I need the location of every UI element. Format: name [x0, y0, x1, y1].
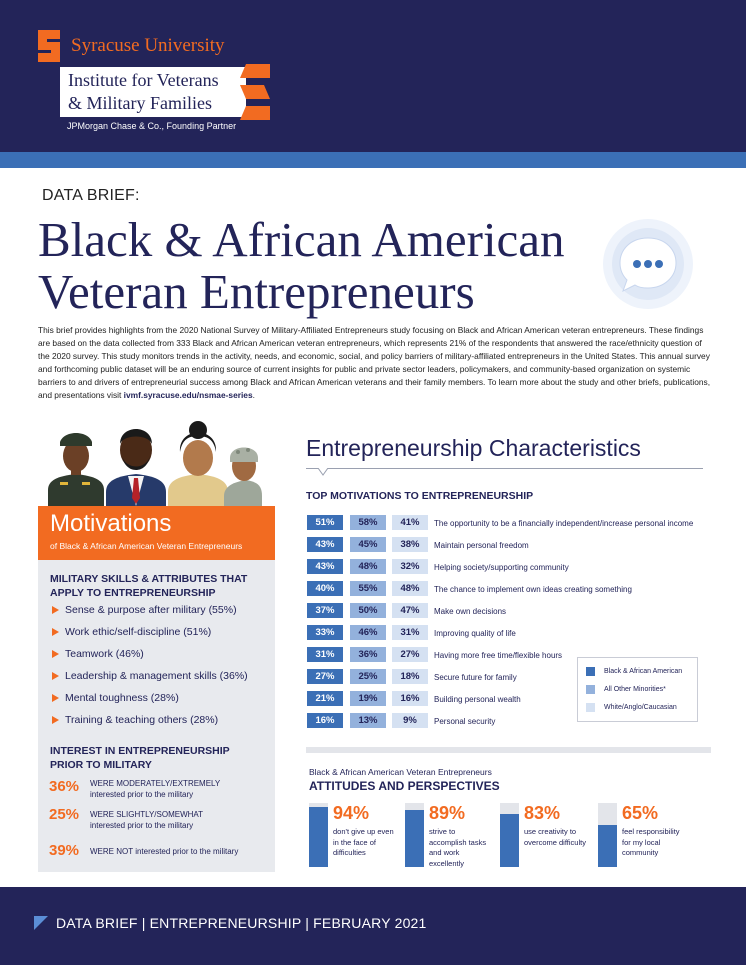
veterans-illustration-icon — [48, 418, 262, 506]
bullet-arrow-icon — [52, 672, 59, 680]
characteristics-divider — [306, 468, 703, 469]
interest-description — [90, 809, 203, 831]
attitude-bar-fill — [405, 810, 424, 867]
table-cell: 27% — [392, 647, 428, 662]
institute-name-line2: & Military Families — [68, 93, 212, 113]
interest-description — [90, 778, 220, 800]
table-cell: 36% — [350, 647, 386, 662]
attitude-bar — [500, 803, 519, 867]
attitude-bar-fill — [598, 825, 617, 867]
corner-triangle-icon — [34, 916, 48, 930]
attitude-bar — [405, 803, 424, 867]
header-accent-strip — [0, 152, 746, 168]
legend-item — [586, 667, 682, 676]
bullet-arrow-icon — [52, 716, 59, 724]
skill-item — [52, 692, 179, 704]
skill-label: Work ethic/self-discipline (51%) — [65, 626, 212, 638]
table-cell: 27% — [307, 669, 343, 684]
characteristics-title: Entrepreneurship Characteristics — [306, 435, 641, 461]
table-cell: 9% — [392, 713, 428, 728]
table-cell: 48% — [350, 559, 386, 574]
skill-label: Mental toughness (28%) — [65, 692, 179, 704]
table-row-label: Personal security — [434, 717, 496, 726]
skill-item — [52, 714, 218, 726]
interest-line1: WERE SLIGHTLY/SOMEWHAT — [90, 810, 204, 819]
legend-swatch — [586, 685, 595, 694]
attitude-percent: 65% — [622, 803, 659, 823]
legend-item — [586, 685, 666, 694]
table-cell: 31% — [392, 625, 428, 640]
motivations-title: Motivations — [50, 510, 172, 537]
table-cell: 16% — [392, 691, 428, 706]
legend — [577, 657, 698, 722]
table-cell: 51% — [307, 515, 343, 530]
interest-line2: interested prior to the military — [90, 821, 194, 830]
table-cell: 43% — [307, 559, 343, 574]
attitude-percent: 89% — [429, 803, 466, 823]
attitude-description: strive to accomplish tasks and work excellently — [429, 827, 487, 868]
interest-description — [90, 846, 238, 857]
table-cell: 55% — [350, 581, 386, 596]
table-row-label: The chance to implement own ideas creating something — [434, 585, 632, 594]
table-cell: 47% — [392, 603, 428, 618]
brief-label: DATA BRIEF: — [42, 187, 140, 204]
table-row-label: Having more free time/flexible hours — [434, 651, 563, 660]
bullet-arrow-icon — [52, 628, 59, 636]
interest-line1: WERE NOT interested prior to the military — [90, 847, 239, 856]
table-row-label: Maintain personal freedom — [434, 541, 529, 550]
legend-label: White/Anglo/Caucasian — [604, 704, 677, 711]
interest-percent: 25% — [49, 806, 80, 823]
attitude-bar-fill — [309, 807, 328, 867]
syracuse-s-logo-icon — [36, 28, 62, 64]
skill-item — [52, 604, 237, 616]
table-cell: 37% — [307, 603, 343, 618]
top-motivations-heading: TOP MOTIVATIONS TO ENTREPRENEURSHIP — [306, 490, 534, 502]
table-cell: 46% — [350, 625, 386, 640]
table-cell: 19% — [350, 691, 386, 706]
table-cell: 18% — [392, 669, 428, 684]
chat-bubble-icon — [600, 218, 695, 313]
attitude-bar-fill — [500, 814, 519, 867]
table-cell: 43% — [307, 537, 343, 552]
skill-label: Sense & purpose after military (55%) — [65, 604, 237, 616]
institute-e-mark-icon — [240, 64, 270, 120]
legend-label: Black & African American — [604, 668, 683, 675]
interest-line2: interested prior to the military — [90, 790, 194, 799]
table-row-label: The opportunity to be a financially independent/increase personal income — [434, 519, 694, 528]
table-row-label: Building personal wealth — [434, 695, 521, 704]
attitudes-heading: ATTITUDES AND PERSPECTIVES — [309, 779, 500, 793]
legend-swatch — [586, 667, 595, 676]
skills-heading — [50, 572, 247, 600]
page-title — [38, 214, 565, 318]
table-row-label: Improving quality of life — [434, 629, 516, 638]
study-link[interactable]: ivmf.syracuse.edu/nsmae-series — [123, 390, 253, 400]
bullet-arrow-icon — [52, 694, 59, 702]
skills-heading-line2: APPLY TO ENTREPRENEURSHIP — [50, 587, 216, 599]
table-cell: 38% — [392, 537, 428, 552]
skill-item — [52, 626, 211, 638]
interest-line1: WERE MODERATELY/EXTREMELY — [90, 779, 221, 788]
bullet-arrow-icon — [52, 650, 59, 658]
intro-paragraph — [38, 324, 714, 402]
attitudes-subheading: Black & African American Veteran Entrepreneurs — [309, 767, 492, 777]
legend-swatch — [586, 703, 595, 712]
attitude-bar — [309, 803, 328, 867]
table-cell: 40% — [307, 581, 343, 596]
skill-item — [52, 670, 248, 682]
table-row-label: Helping society/supporting community — [434, 563, 569, 572]
intro-text: This brief provides highlights from the 2020 National Survey of Military-Affiliated Entrepreneurs study focusing on Black and African American veteran entrepreneurs. These findings are based on the data collected from 333 Black and African American veteran entrepreneurs, which represents 21% of the respondents that answered the race/ethnicity question of the 2020 survey. This study monitors trends in the activity, needs, and economic, social, and policy barriers of military-affiliated entrepreneurs in the United States. This annual survey and forthcoming public dataset will be an enduring source of current insights for public and private sector leaders, policymakers, and community-based organization on systemic barriers to and drivers of entrepreneurial success among Black and African American veterans and their family members. To learn more about the study and other briefs, publications, and presentations visit — [38, 325, 711, 400]
table-cell: 21% — [307, 691, 343, 706]
table-row-label: Secure future for family — [434, 673, 517, 682]
table-cell: 45% — [350, 537, 386, 552]
university-name: Syracuse University — [71, 35, 225, 56]
attitude-percent: 83% — [524, 803, 561, 823]
table-cell: 50% — [350, 603, 386, 618]
interest-heading — [50, 744, 230, 772]
section-separator — [306, 747, 711, 753]
interest-heading-line2: PRIOR TO MILITARY — [50, 759, 152, 771]
table-cell: 58% — [350, 515, 386, 530]
skill-label: Leadership & management skills (36%) — [65, 670, 248, 682]
skill-label: Training & teaching others (28%) — [65, 714, 219, 726]
table-cell: 32% — [392, 559, 428, 574]
attitude-description: use creativity to overcome difficulty — [524, 827, 586, 847]
skill-item — [52, 648, 144, 660]
footer-text: DATA BRIEF | ENTREPRENEURSHIP | FEBRUARY 2021 — [56, 915, 427, 931]
bullet-arrow-icon — [52, 606, 59, 614]
page-title-line1: Black & African American — [38, 212, 565, 267]
founding-partner: JPMorgan Chase & Co., Founding Partner — [67, 121, 237, 131]
attitude-description: don't give up even in the face of difficulties — [333, 827, 394, 857]
pointer-notch-icon — [318, 468, 328, 476]
motivations-subtitle: of Black & African American Veteran Entrepreneurs — [50, 541, 243, 551]
skills-heading-line1: MILITARY SKILLS & ATTRIBUTES THAT — [50, 573, 248, 585]
institute-name-line1: Institute for Veterans — [68, 70, 219, 90]
table-cell: 33% — [307, 625, 343, 640]
institute-logo — [60, 67, 246, 117]
interest-percent: 36% — [49, 778, 80, 795]
attitude-bar — [598, 803, 617, 867]
intro-end: . — [252, 390, 255, 400]
attitude-description: feel responsibility for my local community — [622, 827, 680, 857]
table-cell: 25% — [350, 669, 386, 684]
attitude-percent: 94% — [333, 803, 370, 823]
table-cell: 31% — [307, 647, 343, 662]
table-cell: 48% — [392, 581, 428, 596]
table-cell: 13% — [350, 713, 386, 728]
table-cell: 41% — [392, 515, 428, 530]
page-title-line2: Veteran Entrepreneurs — [38, 264, 475, 319]
skill-label: Teamwork (46%) — [65, 648, 144, 660]
table-row-label: Make own decisions — [434, 607, 507, 616]
interest-percent: 39% — [49, 842, 80, 859]
table-cell: 16% — [307, 713, 343, 728]
legend-item — [586, 703, 677, 712]
legend-label: All Other Minorities* — [604, 686, 666, 693]
interest-heading-line1: INTEREST IN ENTREPRENEURSHIP — [50, 745, 230, 757]
